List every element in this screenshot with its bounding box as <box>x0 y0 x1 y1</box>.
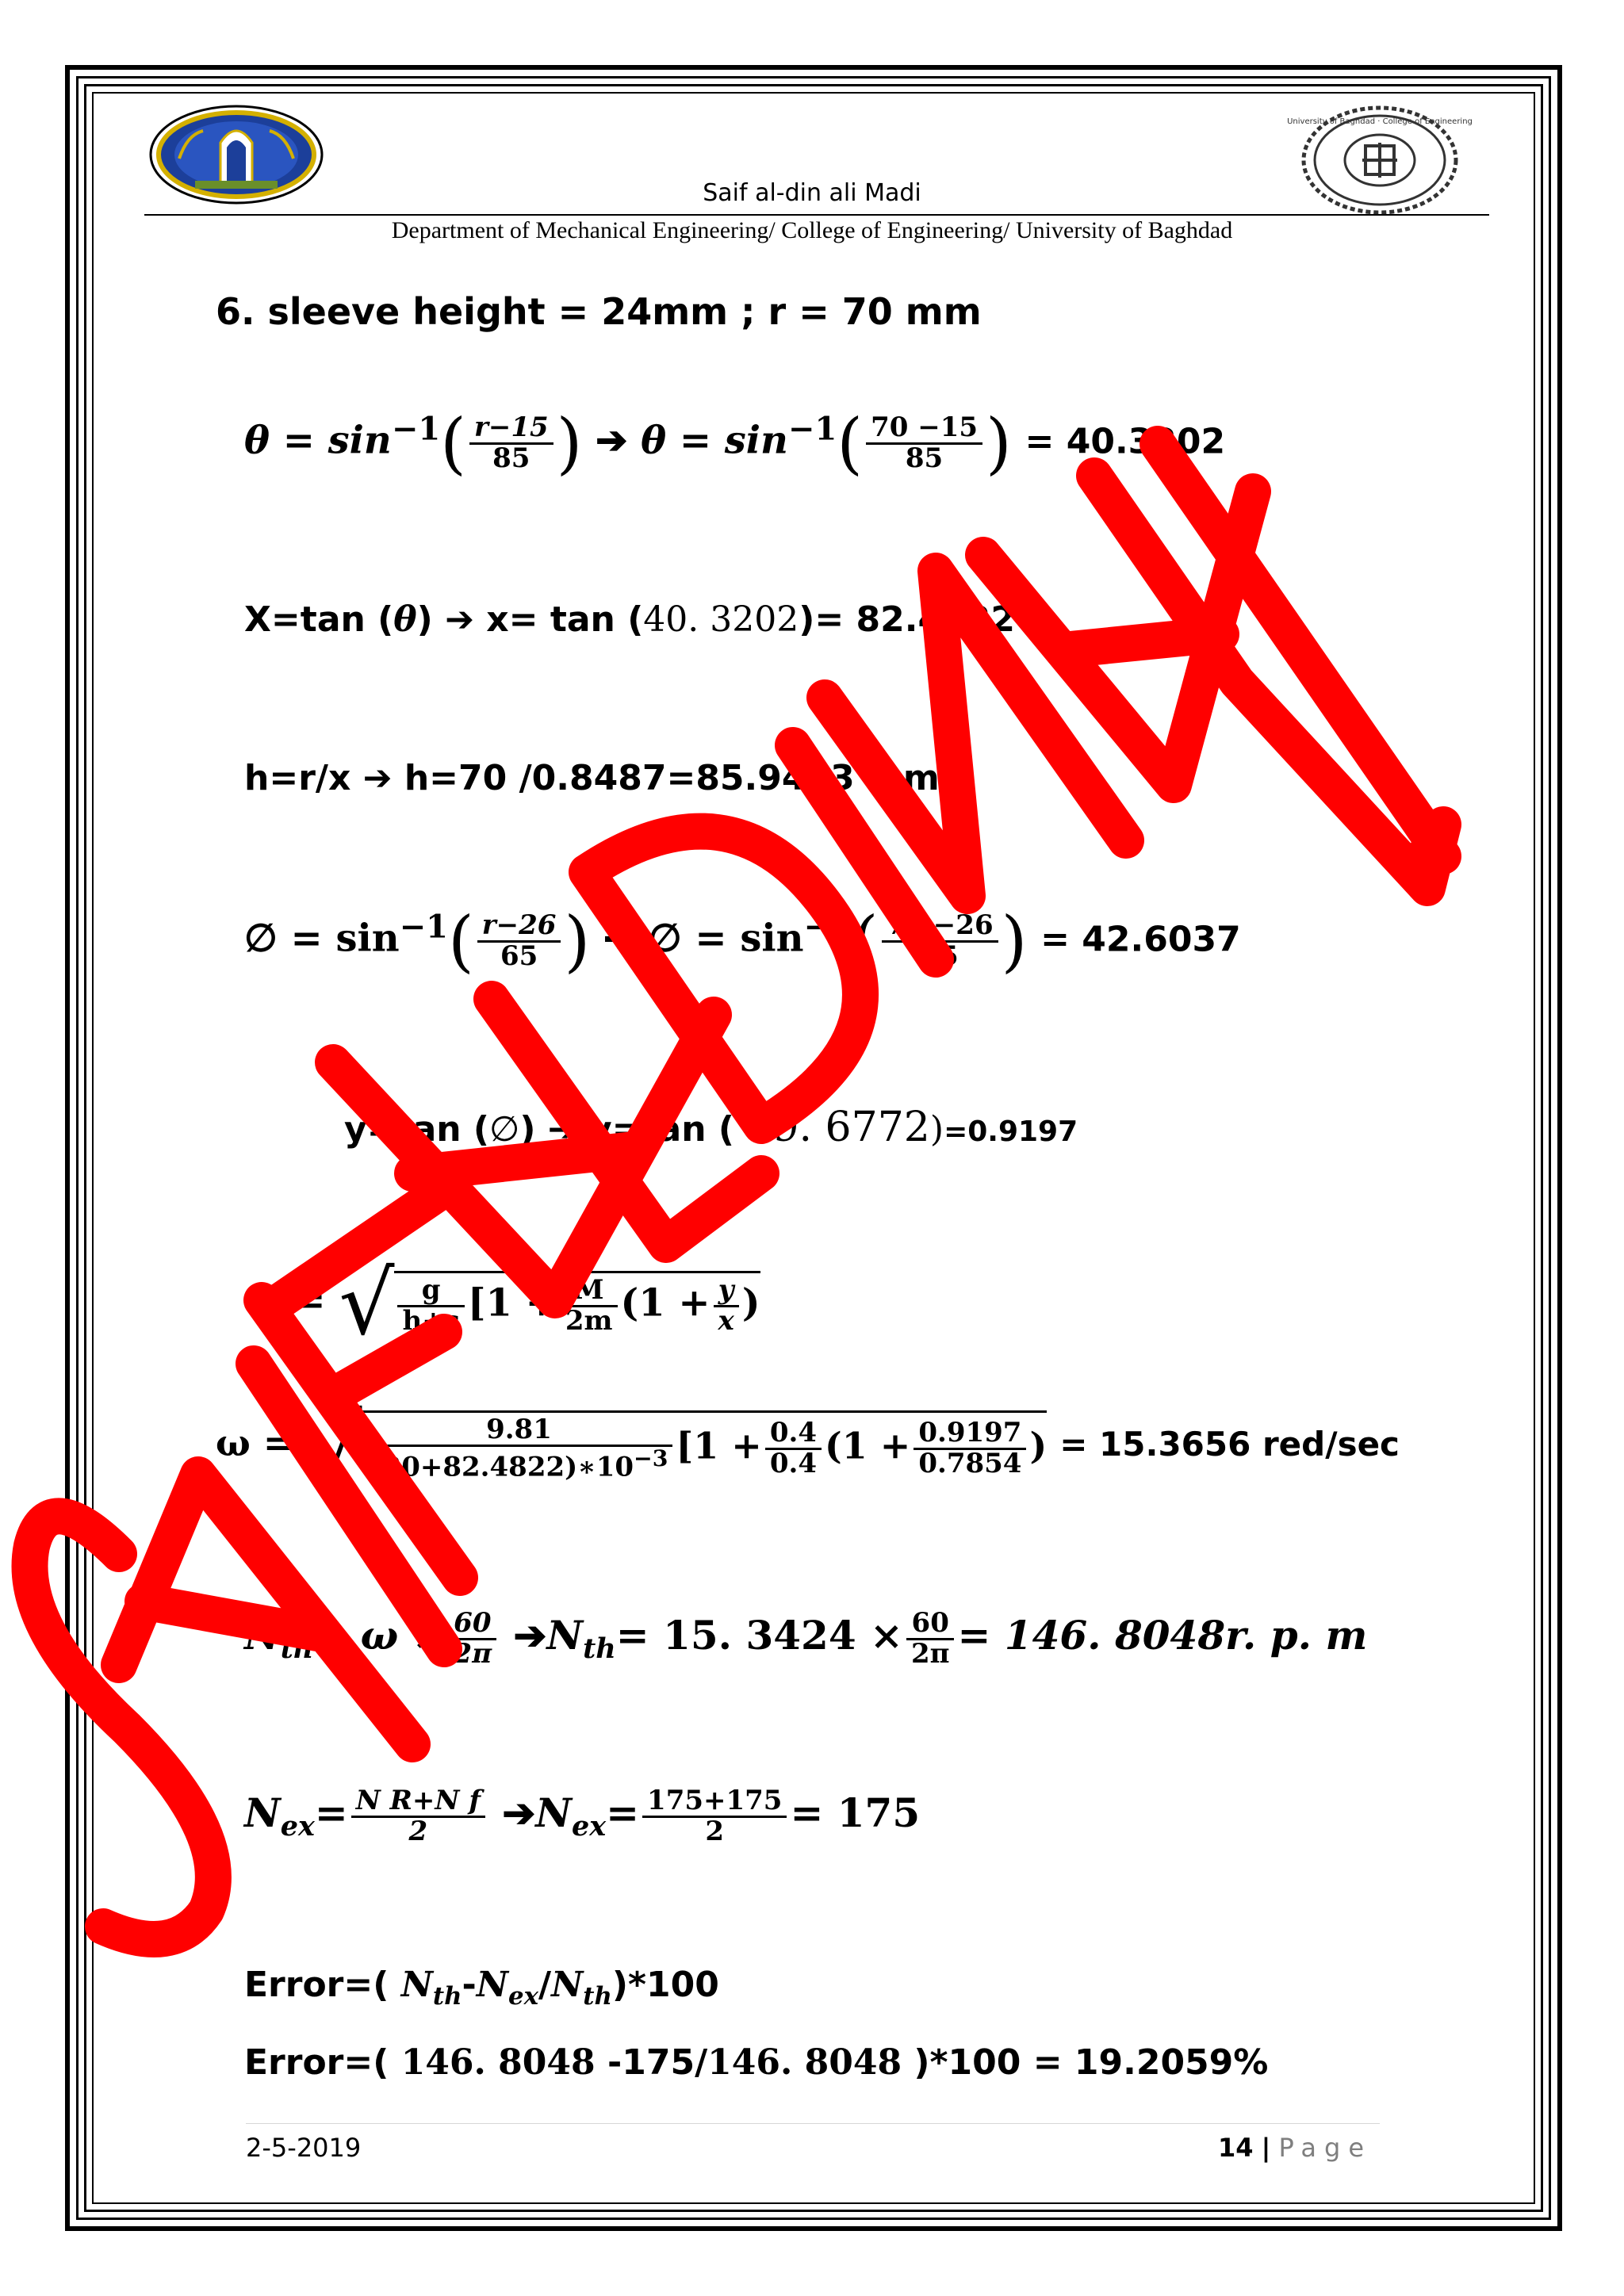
omega-value-n2: 0.4 <box>765 1419 822 1450</box>
phi-fraction-1 <box>477 909 561 972</box>
x-equation <box>244 599 1015 640</box>
nth-N: N <box>244 1612 281 1659</box>
arrow-icon: ➔ <box>603 916 636 961</box>
nth-d2pi: 2π <box>453 1637 492 1670</box>
error1-s3: th <box>583 1981 612 2011</box>
phi-result: = 42.6037 <box>1040 919 1241 960</box>
omega-one: [1 + <box>467 1281 557 1326</box>
footer-rule <box>246 2123 1380 2124</box>
nex-result: = 175 <box>790 1789 921 1837</box>
arrow-icon: ➔ <box>596 418 628 463</box>
nex-N2: N <box>535 1789 572 1837</box>
theta-sup: −1 <box>391 410 441 448</box>
error2-c: )*100 = 19.2059% <box>902 2042 1269 2083</box>
error1-s1: th <box>432 1981 462 2011</box>
nth-n60: 60 <box>449 1609 497 1640</box>
nex-num: N R+N f <box>351 1787 485 1818</box>
y-result: =0.9197 <box>944 1115 1078 1148</box>
omega-lhs: ω = <box>244 1278 326 1323</box>
page-number: 14 <box>1217 2133 1254 2163</box>
phi-den2: 65 <box>921 939 959 972</box>
nex-sub2: ex <box>571 1810 607 1843</box>
omega-close: ) <box>741 1281 760 1326</box>
theta-den1: 85 <box>492 442 530 474</box>
omega-value-den-text: (20+82.4822)∗10 <box>370 1451 634 1483</box>
nex-sub: ex <box>280 1810 315 1843</box>
x-text-b: ) ➔ x= tan ( <box>416 599 644 640</box>
nex-eq2: = <box>606 1789 640 1837</box>
page-label: Page <box>1278 2133 1372 2163</box>
theta-lhs2: θ = sin <box>641 418 788 463</box>
footer-page <box>1218 2133 1372 2163</box>
nth-d2pib: 2π <box>910 1637 950 1670</box>
y-text-c: ) <box>929 1109 944 1150</box>
omega-value-one: [1 + <box>676 1424 762 1468</box>
x-text-c: )= 82.4822 <box>799 599 1015 640</box>
author-name: Saif al-din ali Madi <box>703 179 921 207</box>
theta-fraction-2 <box>866 411 982 474</box>
nex-num2: 175+175 <box>642 1787 787 1818</box>
error1-slash: / <box>538 1965 552 2005</box>
nth-sub: th <box>280 1632 314 1666</box>
error1-b: )*100 <box>611 1965 719 2005</box>
omega-value-lhs: ω = <box>216 1422 294 1464</box>
omega-value-d3: 0.7854 <box>918 1448 1022 1479</box>
theta-result: = 40.3202 <box>1025 421 1226 462</box>
theta-num1: r−15 <box>469 414 553 445</box>
nth-sub2: th <box>583 1632 616 1666</box>
page-separator: | <box>1261 2133 1271 2163</box>
omega-formula <box>244 1253 760 1354</box>
sqrt-icon: √ <box>306 1395 362 1497</box>
error1-s2: ex <box>508 1981 538 2011</box>
error2-b: -175/ <box>595 2042 708 2083</box>
phi-den1: 65 <box>500 939 538 972</box>
omega-one2: (1 + <box>620 1281 710 1326</box>
error1-dash: - <box>462 1965 477 2005</box>
omega-value-root <box>362 1410 1047 1482</box>
header-rule <box>144 214 1489 216</box>
nex-eq: = <box>314 1789 348 1837</box>
error1-N1: N <box>400 1965 433 2005</box>
theta-fraction-1 <box>469 411 553 474</box>
phi-equation: ∅ = $\sin^{-1}$( $\frac{r-26}{65}$ ) ➔ ∅ = $\sin^{-1}$( $\frac{70 -26}{65}$ ) = 42.6037 <box>244 902 1241 980</box>
sqrt-icon: √ <box>339 1253 395 1354</box>
omega-y: y <box>714 1276 739 1307</box>
error2-v1: 146. 8048 <box>400 2042 596 2083</box>
phi-fraction-2 <box>882 909 998 972</box>
error1-N2: N <box>476 1965 509 2005</box>
section-heading <box>216 290 982 333</box>
omega-value-result: = 15.3656 red/sec <box>1059 1425 1400 1464</box>
omega-value-close: ) <box>1029 1424 1048 1468</box>
nth-n60b: 60 <box>906 1609 955 1640</box>
theta-sup2: −1 <box>787 410 837 448</box>
omega-value-equation <box>216 1395 1400 1497</box>
error-formula <box>244 1965 719 2011</box>
omega-hs: h+s <box>402 1305 460 1337</box>
phi-num2: 70 −26 <box>882 912 998 943</box>
nex-equation <box>244 1787 920 1846</box>
nth-value: 15. 3424 × <box>663 1612 903 1659</box>
theta-lhs: θ = sin <box>244 418 392 463</box>
theta-num2: 70 −15 <box>866 414 982 445</box>
nth-result: = 146. 8048r. p. m <box>957 1612 1368 1659</box>
nex-den: 2 <box>408 1815 428 1847</box>
nth-equation <box>244 1609 1367 1668</box>
omega-value-one2: (1 + <box>824 1424 911 1468</box>
phi-sup2: −1 <box>803 908 852 946</box>
phi-num1: r−26 <box>477 912 561 943</box>
phi-lhs: ∅ = sin <box>244 916 400 961</box>
nex-den2: 2 <box>705 1815 725 1847</box>
seal-text: University of Baghdad · College of Engineering <box>1287 117 1473 126</box>
omega-M: M <box>561 1276 618 1307</box>
nth-eq2: = <box>615 1612 649 1659</box>
y-phi: ∅ <box>489 1109 520 1150</box>
omega-root <box>394 1271 760 1335</box>
x-value: 40. 3202 <box>643 599 799 640</box>
x-theta: θ <box>393 599 417 640</box>
footer-date: 2-5-2019 <box>246 2133 362 2163</box>
omega-value-den <box>365 1444 672 1483</box>
phi-lhs2: ∅ = sin <box>648 916 804 961</box>
omega-x: x <box>718 1305 734 1337</box>
arrow-icon: ➔ <box>513 1612 547 1659</box>
error1-a: Error=( <box>244 1965 401 2005</box>
omega-value-d2: 0.4 <box>769 1448 817 1479</box>
omega-value-num: 9.81 <box>365 1416 672 1447</box>
nth-N2: N <box>546 1612 584 1659</box>
department-line: Department of Mechanical Engineering/ College of Engineering/ University of Baghdad <box>391 217 1233 243</box>
error2-a: Error=( <box>244 2042 401 2083</box>
omega-value-den-sup: −3 <box>634 1444 668 1471</box>
error1-N3: N <box>551 1965 584 2005</box>
omega-2m: 2m <box>565 1305 613 1337</box>
phi-sup: −1 <box>399 908 448 946</box>
error2-v2: 146. 8048 <box>707 2042 902 2083</box>
error-value <box>244 2042 1268 2083</box>
y-equation <box>344 1104 1078 1151</box>
y-text-b: ) ➔ y=tan ( <box>519 1109 747 1150</box>
theta-equation: $\theta = \sin^{-1}$( $\frac{r-15}{85}$ ) ➔ $\theta = \sin^{-1}$( $\frac{70 -15}{85}$ ) = 40.3202 <box>244 404 1226 482</box>
arrow-icon: ➔ <box>502 1789 536 1837</box>
h-equation: h=r/x ➔ h=70 /0.8487=85.9483 mm <box>244 758 940 798</box>
omega-value-n3: 0.9197 <box>914 1419 1026 1450</box>
heading-text: 6. sleeve height = 24mm ; r = 70 mm <box>216 290 982 333</box>
theta-den2: 85 <box>905 442 944 474</box>
y-text-a: y=tan ( <box>344 1109 490 1150</box>
x-text-a: X=tan ( <box>244 599 394 640</box>
nth-eq: = ω × <box>313 1612 446 1659</box>
omega-g: g <box>397 1276 464 1307</box>
y-value: 39. 6772 <box>746 1104 930 1151</box>
nex-N: N <box>244 1789 281 1837</box>
